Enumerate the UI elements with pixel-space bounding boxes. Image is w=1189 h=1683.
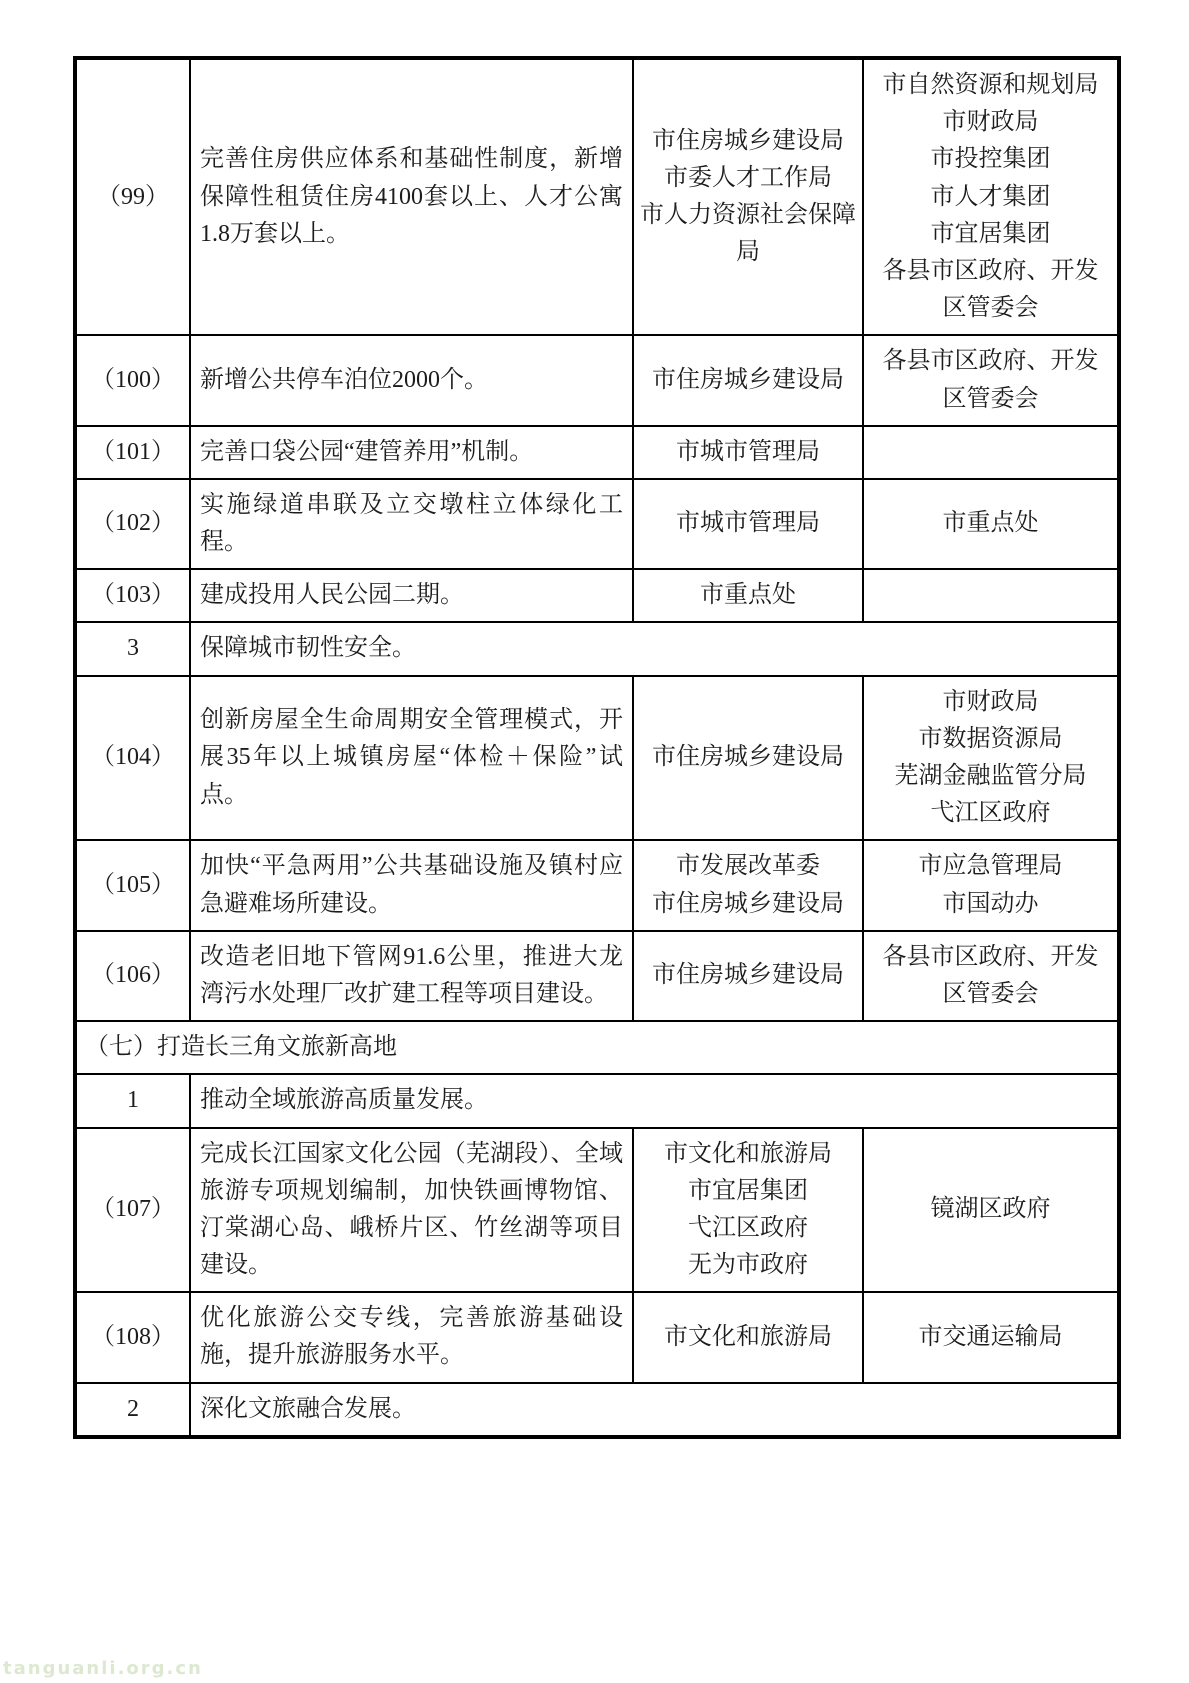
responsible-units	[633, 931, 863, 1021]
responsible-unit: 市文化和旅游局	[664, 1140, 832, 1167]
responsible-units	[633, 676, 863, 841]
table-row	[75, 1074, 1119, 1127]
cooperating-unit: 芜湖金融监管分局	[894, 763, 1087, 789]
responsible-unit: 市发展改革委	[676, 853, 820, 880]
task-description: 加快“平急两用”公共基础设施及镇村应急避难场所建设。	[190, 840, 633, 930]
responsible-units	[633, 840, 863, 930]
responsible-units	[633, 569, 863, 622]
cooperating-unit: 市重点处	[942, 510, 1039, 537]
row-number: 1	[75, 1074, 190, 1127]
responsible-unit: 市城市管理局	[676, 438, 820, 465]
task-description: 实施绿道串联及立交墩柱立体绿化工程。	[190, 479, 633, 569]
cooperating-unit: 镜湖区政府	[930, 1196, 1051, 1223]
row-number: （106）	[75, 931, 190, 1021]
cooperating-unit: 各县市区政府、开发区管委会	[882, 943, 1099, 1007]
responsible-unit: 市住房城乡建设局	[652, 890, 844, 917]
responsible-unit: 市宜居集团	[688, 1177, 808, 1204]
table-row	[75, 1383, 1119, 1437]
cooperating-units	[863, 676, 1119, 841]
cooperating-unit: 市应急管理局	[918, 853, 1063, 880]
responsible-unit: 市文化和旅游局	[664, 1323, 832, 1350]
table-row	[75, 479, 1119, 569]
cooperating-unit: 市国动办	[942, 890, 1039, 917]
task-description: 建成投用人民公园二期。	[190, 569, 633, 622]
table-row	[75, 676, 1119, 841]
task-table-body	[75, 58, 1119, 1437]
task-description: 完善住房供应体系和基础性制度，新增保障性租赁住房4100套以上、人才公寓1.8万套以上。	[190, 58, 633, 335]
responsible-units	[633, 1292, 863, 1382]
table-row	[75, 58, 1119, 335]
responsible-units	[633, 58, 863, 335]
table-row	[75, 335, 1119, 425]
responsible-unit: 市重点处	[700, 582, 796, 609]
subsection-title: 保障城市韧性安全。	[190, 622, 1119, 675]
table-row	[75, 426, 1119, 479]
watermark-text: tanguanli.org.cn	[3, 1658, 203, 1679]
task-description: 完善口袋公园“建管养用”机制。	[190, 426, 633, 479]
row-number: （108）	[75, 1292, 190, 1382]
row-number: （104）	[75, 676, 190, 841]
task-description: 优化旅游公交专线，完善旅游基础设施，提升旅游服务水平。	[190, 1292, 633, 1382]
cooperating-units	[863, 1292, 1119, 1382]
table-row	[75, 840, 1119, 930]
cooperating-unit: 弋江区政府	[930, 800, 1051, 827]
cooperating-unit: 市投控集团	[930, 146, 1051, 173]
responsible-unit: 市住房城乡建设局	[652, 366, 844, 393]
subsection-title: 推动全域旅游高质量发展。	[190, 1074, 1119, 1127]
task-description: 创新房屋全生命周期安全管理模式，开展35年以上城镇房屋“体检＋保险”试点。	[190, 676, 633, 841]
responsible-unit: 市住房城乡建设局	[652, 127, 844, 154]
cooperating-unit: 市人才集团	[930, 183, 1051, 210]
responsible-units	[633, 335, 863, 425]
row-number: （107）	[75, 1128, 190, 1293]
cooperating-unit: 市财政局	[942, 688, 1039, 715]
cooperating-unit: 市自然资源和规划局	[882, 72, 1099, 98]
responsible-unit: 无为市政府	[688, 1252, 808, 1279]
table-row	[75, 1292, 1119, 1382]
cooperating-units	[863, 840, 1119, 930]
cooperating-unit: 市交通运输局	[918, 1323, 1063, 1350]
responsible-unit: 市委人才工作局	[664, 164, 832, 191]
cooperating-unit: 市宜居集团	[930, 220, 1051, 247]
row-number: （103）	[75, 569, 190, 622]
row-number: （99）	[75, 58, 190, 335]
cooperating-units	[863, 569, 1119, 622]
cooperating-units	[863, 479, 1119, 569]
responsible-unit: 市城市管理局	[676, 510, 820, 537]
table-row	[75, 931, 1119, 1021]
table-row	[75, 1128, 1119, 1293]
cooperating-unit: 各县市区政府、开发区管委会	[882, 348, 1099, 412]
cooperating-units	[863, 1128, 1119, 1293]
row-number: （100）	[75, 335, 190, 425]
responsible-units	[633, 426, 863, 479]
responsible-units	[633, 479, 863, 569]
row-number: （105）	[75, 840, 190, 930]
row-number: （101）	[75, 426, 190, 479]
cooperating-units	[863, 426, 1119, 479]
section-title: （七）打造长三角文旅新高地	[75, 1021, 1119, 1074]
table-row	[75, 1021, 1119, 1074]
cooperating-units	[863, 58, 1119, 335]
responsible-unit: 市住房城乡建设局	[652, 962, 844, 989]
responsible-unit: 市住房城乡建设局	[652, 744, 844, 771]
cooperating-unit: 各县市区政府、开发区管委会	[882, 257, 1099, 322]
table-row	[75, 622, 1119, 675]
responsible-unit: 市人力资源社会保障局	[640, 202, 856, 266]
cooperating-unit: 市数据资源局	[918, 725, 1063, 752]
task-description: 改造老旧地下管网91.6公里，推进大龙湾污水处理厂改扩建工程等项目建设。	[190, 931, 633, 1021]
task-description: 完成长江国家文化公园（芜湖段）、全域旅游专项规划编制，加快铁画博物馆、汀棠湖心岛、峨桥片区、竹丝湖等项目建设。	[190, 1128, 633, 1293]
row-number: 2	[75, 1383, 190, 1437]
subsection-title: 深化文旅融合发展。	[190, 1383, 1119, 1437]
cooperating-unit: 市财政局	[942, 109, 1039, 136]
responsible-unit: 弋江区政府	[688, 1214, 808, 1241]
cooperating-units	[863, 335, 1119, 425]
row-number: 3	[75, 622, 190, 675]
task-table	[73, 56, 1121, 1439]
task-description: 新增公共停车泊位2000个。	[190, 335, 633, 425]
row-number: （102）	[75, 479, 190, 569]
table-row	[75, 569, 1119, 622]
responsible-units	[633, 1128, 863, 1293]
cooperating-units	[863, 931, 1119, 1021]
